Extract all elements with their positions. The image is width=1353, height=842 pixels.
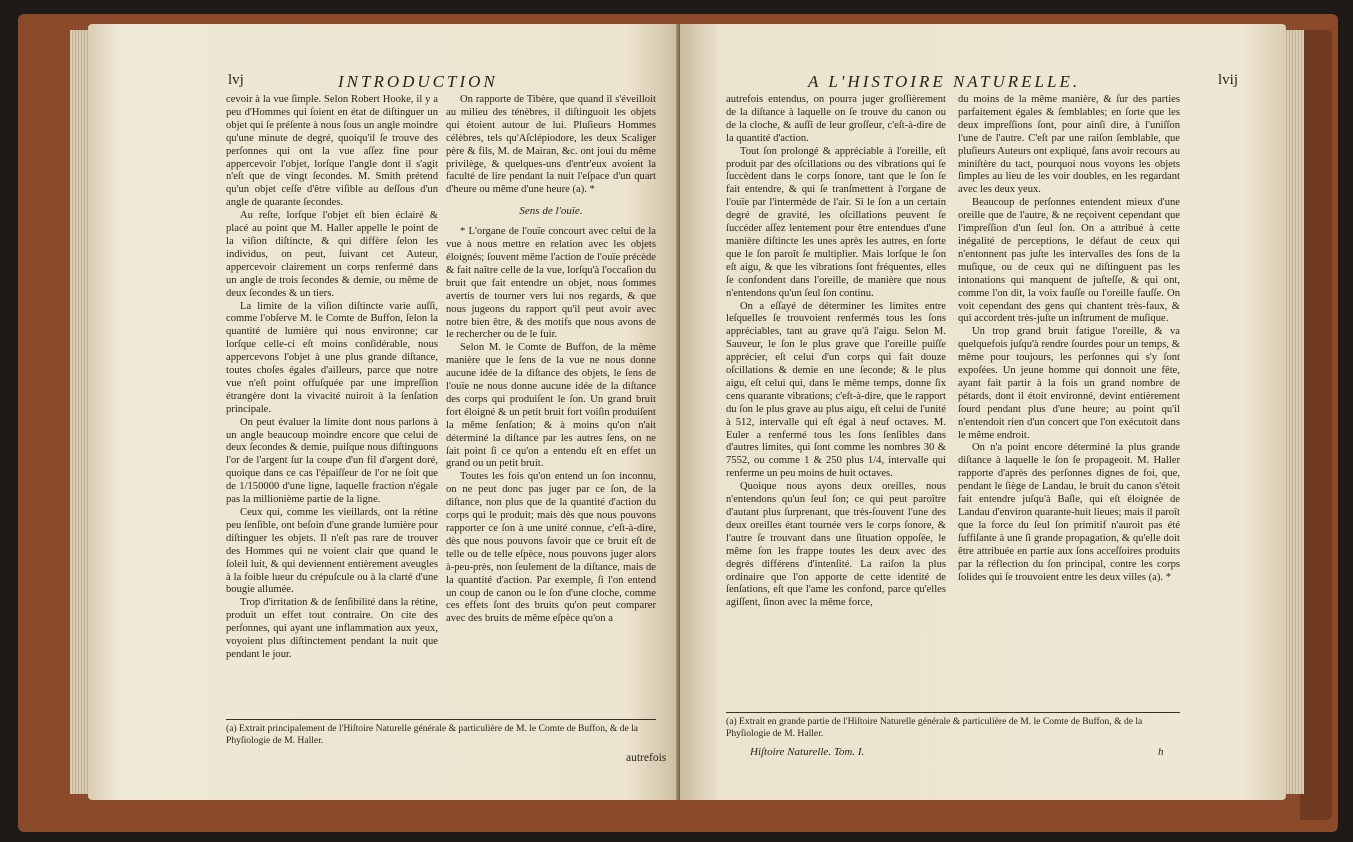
left-col1-para-4: On peut évaluer la limite dont nous parlons à un angle beaucoup moindre encore que celui de deux ſecondes & demie, puiſque nous diſtinguons l'or de l'argent ſur la coupe d'un fil d'argent doré, quoique dans ce cas l'épaiſſeur de l'or ne ſoit que de 1/150000 d'une ligne, laquelle fraction n'égale pas la millionième partie de la ligne. <box>226 416 438 506</box>
left-page-number: lvj <box>228 72 244 88</box>
right-column-2 <box>958 94 1180 584</box>
left-col2-para-1: * L'organe de l'ouïe concourt avec celui de la vue à nous mettre en relation avec les objets éloignés; ſouvent même l'action de l'ouïe précède & fait naître celle de la vue, lorſqu'à l'occaſion du bruit que fait entendre un objet, nous ſommes avertis de tourner vers lui nos regards, & que nous jugeons du rapport qu'il peut avoir avec notre bien être, & des motifs que nous avons de le rechercher ou de le fuir. <box>446 226 656 341</box>
left-column-1 <box>226 94 438 662</box>
left-col1-para-2: Au reſte, lorſque l'objet eſt bien éclairé & placé au point que M. Haller appelle le point de la viſion diſtincte, & qui diffère ſelon les individus, on peut, ſuivant cet Auteur, appercevoir clairement un corps renfermé dans un angle de trois ſecondes & demie, ou même de deux ſecondes & un tiers. <box>226 210 438 299</box>
right-page-number: lvij <box>1218 72 1239 88</box>
book-cover-edge <box>1300 30 1332 820</box>
section-title-ouie: Sens de l'ouïe. <box>519 205 583 218</box>
left-col2-intro: On rapporte de Tibère, que quand il s'éveilloit au milieu des ténèbres, il diſtinguoit les objets qui étoient autour de lui. Pluſieurs Hommes célèbres, tels qu'Aſclépiodore, les deux Scaliger père & fils, M. de Mairan, &c. ont joui du même privilège, & quelques-uns d'entr'eux avoient la faculté de lire pendant la nuit l'eſpace d'un quart d'heure ou même d'une heure (a). * <box>446 94 656 196</box>
right-col1-para-4: Quoique nous ayons deux oreilles, nous n'entendons qu'un ſeul ſon; ce qui peut paroître d'autant plus ſurprenant, que très-ſouvent l'une des deux oreilles étant tournée vers le corps ſonore, & l'autre ſe trouvant dans une ſituation oppoſée, le même ſon les frappe toutes les deux avec des degrés différens d'intenſité. La raiſon la plus ordinaire que l'on apporte de cette identité de ſenſations, eſt que l'ame les confond, parce qu'elles agiſſent, ſinon avec la même force, <box>726 481 946 609</box>
right-col2-para-1: du moins de la même manière, & ſur des parties parfaitement égales & ſemblables; en ſorte que les deux impreſſions ſont, pour ainſi dire, à l'uniſſon l'une de l'autre. C'eſt par une raiſon ſemblable, que pluſieurs Auteurs ont expliqué, ſans avoir recours au miniſtère du tact, pourquoi nous voyons les objets ſimples au lieu de les voir doubles, en les regardant avec les deux yeux. <box>958 94 1180 196</box>
left-col1-para-5: Ceux qui, comme les vieillards, ont la rétine peu ſenſible, ont beſoin d'une grande lumière pour diſtinguer les objets. Il n'eſt pas rare de trouver des Hommes qui ne voient clair que quand le ſoleil luit, & qui deviennent entièrement aveugles à la foible lueur du crépuſcule ou à la clarté d'une bougie allumée. <box>226 507 438 596</box>
left-catchword: autrefois <box>626 752 667 764</box>
left-col1-para-6: Trop d'irritation & de ſenſibilité dans la rétine, produit un effet tout contraire. On cite des perſonnes, qui ayant une inflammation aux yeux, voyoient plus diſtinctement pendant la nuit que pendant le jour. <box>226 597 438 660</box>
right-col1-para-1: autrefois entendus, on pourra juger groſſièrement de la diſtance à laquelle on ſe trouve du canon ou de la cloche, & auſſi de leur groſſeur, c'eſt-à-dire de la quantité d'action. <box>726 94 946 144</box>
left-page <box>88 24 680 800</box>
right-footnote: (a) Extrait en grande partie de l'Hiſtoire Naturelle générale & particulière de M. le Comte de Buffon, & de la Phyſiologie de M. Haller. <box>726 716 1143 739</box>
signature-line: Hiſtoire Naturelle. Tom. I. <box>750 746 865 758</box>
left-col1-para-3: La limite de la viſion diſtincte varie auſſi, comme l'obſerve M. le Comte de Buffon, ſelon la quantité de lumière qui nous environne; car lorſque celle-ci eſt moins conſidérable, nous appercevons l'objet à une plus grande diſtance, toutes choſes égales d'ailleurs, parce que notre vue n'eſt point offuſquée par une impreſſion étrangère dont la vivacité nuiroit à la ſenſation principale. <box>226 300 438 415</box>
signature-mark: h <box>1158 746 1164 758</box>
left-column-2 <box>446 94 656 626</box>
left-col2-para-3: Toutes les fois qu'on entend un ſon inconnu, on ne peut donc pas juger par ce ſon, de la diſtance, non plus que de la quantité d'action du corps qui le produit; mais dès que nous pouvons rapporter ce ſon à une unité connue, c'eſt-à-dire, dès que nous pouvons ſavoir que ce bruit eſt de telle ou de telle eſpèce, nous pouvons juger alors à-peu-près, non ſeulement de la diſtance, mais de la quantité d'action. Par exemple, ſi l'on entend un coup de canon ou le ſon d'une cloche, comme ces effets ſont des bruits qu'on peut comparer avec des bruits de même eſpèce qu'on a <box>446 471 656 625</box>
right-col2-para-2: Beaucoup de perſonnes entendent mieux d'une oreille que de l'autre, & ne reçoivent cependant que l'impreſſion d'un ſeul ſon. On a attribué à cette inégalité de perceptions, le défaut de ceux qui n'entonnent pas juſte les intervalles des ſons de la muſique, ou de ceux qui ne diſtinguent pas les intonations qui manquent de juſteſſe, & qui ont, comme l'on dit, la voix fauſſe ou l'oreille fauſſe. On voit cependant des gens qui chantent très-faux, & qui accordent très-juſte un inſtrument de muſique. <box>958 197 1180 325</box>
left-col2-para-2: Selon M. le Comte de Buffon, de la même manière que le ſens de la vue ne nous donne aucune idée de la diſtance des objets, le ſens de l'ouïe ne nous donne aucune idée de la diſtance des corps qui produiſent le ſon. Un grand bruit fort éloigné & un petit bruit fort voiſin produiſent la même ſenſation; & à moins qu'on n'ait déterminé la diſtance par les autres ſens, on ne ſait point ſi ce qu'on a entendu eſt en effet un grand ou un petit bruit. <box>446 342 656 470</box>
left-footnote: (a) Extrait principalement de l'Hiſtoire Naturelle générale & particulière de M. le Comte de Buffon, & de la Phyſiologie de M. Haller. <box>226 723 639 746</box>
right-running-head: A L'HISTOIRE NATURELLE. <box>808 72 1081 91</box>
right-col1-para-3: On a eſſayé de déterminer les limites entre leſquelles ſe trouvoient renfermés tous les ſons appréciables, tant au grave qu'à l'aigu. Selon M. Sauveur, le ſon le plus grave que l'oreille puiſſe apprécier, eſt celui d'un corps qui fait douze oſcillations & demie en une ſeconde; & le plus aigu, eſt celui qui, dans le même temps, donne ſix cens quarante vibrations; c'eſt-à-dire, que le rapport du ſon le plus grave au plus aigu, eſt celui de l'unité à 512, intervalle qui eſt égal à neuf octaves. M. Euler a renfermé tous les ſons ſenſibles dans d'autres limites, qui ſont comme les nombres 30 & 7552, ou comme 1 & 250 plus 1/4, intervalle qui renferme un peu moins de huit octaves. <box>726 300 946 480</box>
right-col2-para-4: On n'a point encore déterminé la plus grande diſtance à laquelle le ſon ſe propageoit. M. Haller rapporte d'après des perſonnes dignes de foi, que, pendant le ſiège de Landau, le bruit du canon s'étoit fait entendre juſqu'à Baſle, qui eſt éloignée de Landau d'environ quarante-huit lieues; mais il paroît que la force du ſeul ſon primitif n'auroit pas été ſuffiſante à une ſi grande propagation, & qu'elle doit être attribuée en partie aux ſons acceſſoires produits par la réflection du ſon principal, contre les corps ſolides qui ſe trouvoient entre les deux villes (a). * <box>958 442 1180 583</box>
right-page-stack <box>1284 30 1304 794</box>
right-column-1 <box>726 94 946 610</box>
right-col1-para-2: Tout ſon prolongé & appréciable à l'oreille, eſt produit par des oſcillations ou des vibrations qui ſe ſuccèdent dans le corps ſonore, tant que le ſon ſe fait entendre, & qui ſe tranſmettent à l'organe de l'ouïe par l'intermède de l'air. Si le ſon a un certain degré de gravité, les oſcillations peuvent ſe ſuccéder aſſez lentement pour être entendues d'une manière diſtincte les unes après les autres, en ſorte que le ſon paroît ſe multiplier. Mais lorſque le ſon eſt aigu, & que les vibrations ſont fréquentes, elles ſe confondent dans l'oreille, de manière que nous n'entendons qu'un ſeul ſon continu. <box>726 145 946 299</box>
left-running-head: INTRODUCTION <box>338 72 498 91</box>
left-page-stack <box>70 30 90 794</box>
left-footnote-rule <box>226 719 656 720</box>
right-footnote-rule <box>726 712 1180 713</box>
right-col2-para-3: Un trop grand bruit fatigue l'oreille, & va quelquefois juſqu'à rendre ſourdes pour un temps, & même pour toujours, les perſonnes qui s'y ſont expoſées. Un jeune homme qui donnoit une fête, ayant fait partir à la fois un grand nombre de pétards, dont il étoit environné, devint entièrement ſourd pendant plus d'une heure; au point qu'il n'entendoit rien d'un concert que l'on exécutoit dans le même endroit. <box>958 326 1180 441</box>
right-page <box>680 24 1286 800</box>
left-col1-para-1: cevoir à la vue ſimple. Selon Robert Hooke, il y a peu d'Hommes qui ſoient en état de diſtinguer un objet qui ſe préſente à nous ſous un angle moindre qu'une minute de degré, quoiqu'il ſe trouve des perſonnes qui ont la vue aſſez fine pour appercevoir l'objet, lorſque l'angle dont il s'agit n'eſt que de vingt ſecondes. M. Smith prétend qu'un objet ceſſe d'être viſible au deſſous d'un angle de quarante ſecondes. <box>226 94 438 209</box>
